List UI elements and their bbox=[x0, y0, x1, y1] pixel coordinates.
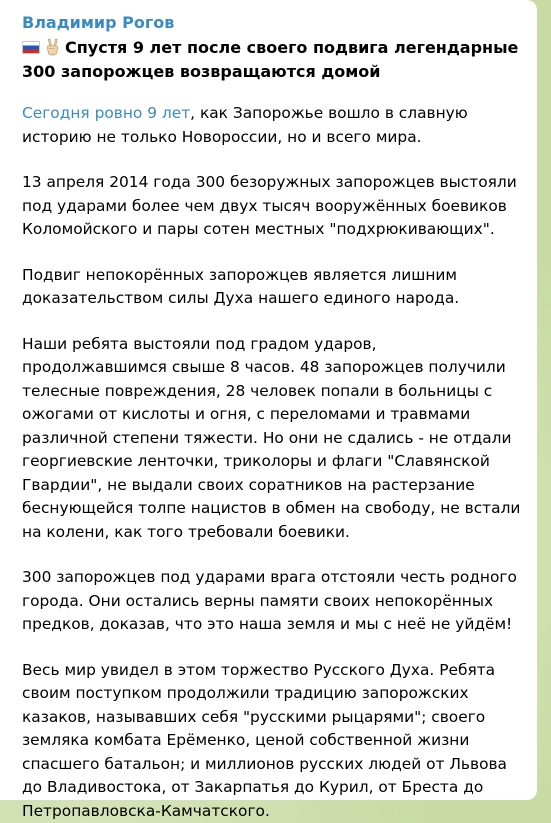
russia-flag-icon bbox=[22, 41, 40, 54]
sender-name[interactable]: Владимир Рогов bbox=[22, 12, 523, 34]
message-paragraph-2: 13 апреля 2014 года 300 безоружных запорожцев выстояли под ударами более чем двух тысяч вооружённых боевиков Коломойского и пары сотен местных "подхрюкивающих". bbox=[22, 171, 523, 242]
message-headline bbox=[22, 36, 523, 84]
date-link[interactable]: Сегодня ровно 9 лет bbox=[22, 104, 190, 122]
message-paragraph-1 bbox=[22, 102, 523, 149]
message-paragraph-5: 300 запорожцев под ударами врага отстояли честь родного города. Они остались верны памяти своих непокорённых предков, доказав, что это наша земля и мы с неё не уйдём! bbox=[22, 566, 523, 637]
message-paragraph-3: Подвиг непокорённых запорожцев является лишним доказательством силы Духа нашего единого народа. bbox=[22, 264, 523, 311]
message-paragraph-6: Весь мир увидел в этом торжество Русского Духа. Ребята своим поступком продолжили традицию запорожских казаков, называвших себя "русскими рыцарями"; своего земляка комбата Ерёменко, ценой собственной жизни спасшего батальон; и миллионов русских людей от Львова до Владивостока, от Закарпатья до Курил, от Бреста до Петропавловска-Камчатского. bbox=[22, 659, 523, 823]
headline-text: Спустя 9 лет после своего подвига легендарные 300 запорожцев возвращаются домой bbox=[22, 38, 518, 81]
message-paragraph-4: Наши ребята выстояли под градом ударов, продолжавшимся свыше 8 часов. 48 запорожцев получили телесные повреждения, 28 человек попали в больницы с ожогами от кислоты и огня, с переломами и травмами различной степени тяжести. Но они не сдались - не отдали георгиевские ленточки, триколоры и флаги "Славянской Гвардии", не выдали своих соратников на растерзание беснующейся толпе нацистов в обмен на свободу, не встали на колени, как того требовали боевики. bbox=[22, 333, 523, 545]
paragraph-text: , как Запорожье вошло в славную историю не только Новороссии, но и всего мира. bbox=[22, 104, 468, 146]
victory-hand-icon bbox=[44, 38, 60, 56]
